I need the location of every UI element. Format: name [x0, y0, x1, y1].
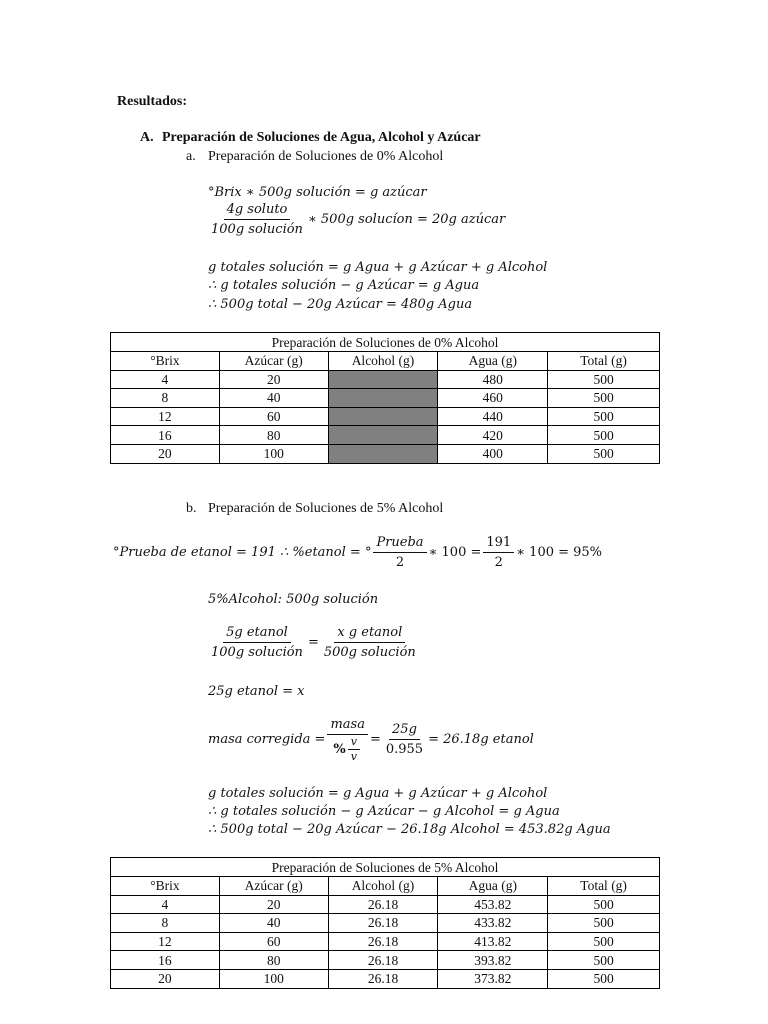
cell-total: 500	[548, 914, 660, 933]
cell-total: 500	[548, 389, 660, 408]
cell-total: 500	[548, 444, 660, 463]
cell-alcohol-empty	[328, 426, 438, 445]
table-row	[111, 389, 660, 408]
table-row	[111, 370, 660, 389]
cell-alcohol: 26.18	[328, 895, 438, 914]
section-a-title: Preparación de Soluciones de Agua, Alcohol y Azúcar	[162, 130, 481, 145]
fraction-masa	[327, 716, 368, 763]
cell-azucar: 80	[219, 951, 328, 970]
table-row	[111, 969, 660, 988]
equation-prueba-mid: ∗ 100 =	[428, 545, 482, 560]
cell-total: 500	[548, 969, 660, 988]
cell-total: 500	[548, 370, 660, 389]
equation-masa	[208, 716, 534, 763]
table-row	[111, 895, 660, 914]
fraction-numerator: 191	[483, 534, 514, 553]
equation-soluto	[206, 201, 505, 238]
sub-a-title: Preparación de Soluciones de 0% Alcohol	[208, 149, 444, 164]
fraction-denominator: 0.955	[385, 742, 424, 757]
table-row	[111, 914, 660, 933]
fraction-denominator: 500g solución	[323, 645, 416, 660]
header-alcohol: Alcohol (g)	[328, 352, 438, 371]
cell-brix: 8	[111, 914, 220, 933]
table-caption: Preparación de Soluciones de 0% Alcohol	[111, 333, 660, 352]
cell-azucar: 100	[219, 444, 328, 463]
cell-agua: 413.82	[438, 932, 548, 951]
equation-therefore-1: ∴ g totales solución − g Azúcar = g Agua	[208, 278, 480, 293]
cell-azucar: 100	[219, 969, 328, 988]
cell-azucar: 40	[219, 914, 328, 933]
header-agua: Agua (g)	[438, 352, 548, 371]
fraction-numerator: 25g	[389, 721, 420, 740]
cell-azucar: 40	[219, 389, 328, 408]
cell-brix: 20	[111, 444, 220, 463]
equation-brix: °Brix ∗ 500g solución = g azúcar	[208, 185, 427, 200]
equation-prueba-right: ∗ 100 = 95%	[516, 545, 603, 560]
fraction-25g	[383, 721, 426, 758]
percent-sign: %	[333, 742, 346, 757]
cell-brix: 8	[111, 389, 220, 408]
cell-alcohol: 26.18	[328, 969, 438, 988]
fraction-denominator: 100g solución	[211, 222, 303, 237]
table-row	[111, 444, 660, 463]
cell-alcohol-empty	[328, 407, 438, 426]
fraction-191	[483, 534, 514, 571]
cell-azucar: 60	[219, 932, 328, 951]
cell-agua: 393.82	[438, 951, 548, 970]
fraction-denominator: v	[350, 750, 357, 763]
results-heading: Resultados:	[117, 94, 188, 109]
section-a-marker: A.	[140, 130, 154, 145]
equation-ratio-equals: =	[307, 635, 319, 650]
cell-alcohol-empty	[328, 444, 438, 463]
cell-azucar: 20	[219, 370, 328, 389]
cell-azucar: 20	[219, 895, 328, 914]
table-header-row	[111, 352, 660, 371]
cell-brix: 12	[111, 407, 220, 426]
cell-agua: 453.82	[438, 895, 548, 914]
fraction-5g	[208, 624, 306, 661]
fraction-soluto	[208, 201, 306, 238]
equation-therefore-4: ∴ 500g total − 20g Azúcar − 26.18g Alcohol = 453.82g Agua	[208, 822, 611, 837]
equation-totales: g totales solución = g Agua + g Azúcar + g Alcohol	[208, 260, 548, 275]
cell-brix: 12	[111, 932, 220, 951]
cell-brix: 4	[111, 895, 220, 914]
fraction-numerator: v	[348, 736, 360, 750]
table-row	[111, 951, 660, 970]
fraction-prueba	[373, 534, 426, 571]
equation-x: 25g etanol = x	[208, 684, 305, 699]
header-brix: °Brix	[111, 877, 220, 896]
cell-agua: 433.82	[438, 914, 548, 933]
cell-brix: 4	[111, 370, 220, 389]
cell-total: 500	[548, 426, 660, 445]
cell-alcohol: 26.18	[328, 914, 438, 933]
equation-ratio	[206, 624, 421, 661]
header-brix: °Brix	[111, 352, 220, 371]
cell-brix: 16	[111, 426, 220, 445]
cell-total: 500	[548, 895, 660, 914]
cell-agua: 440	[438, 407, 548, 426]
cell-azucar: 60	[219, 407, 328, 426]
cell-brix: 16	[111, 951, 220, 970]
fraction-numerator: x g etanol	[334, 624, 405, 643]
cell-azucar: 80	[219, 426, 328, 445]
cell-agua: 420	[438, 426, 548, 445]
cell-agua: 400	[438, 444, 548, 463]
fraction-denominator: 2	[494, 555, 503, 570]
cell-agua: 480	[438, 370, 548, 389]
equation-therefore-3: ∴ g totales solución − g Azúcar − g Alcohol = g Agua	[208, 804, 560, 819]
header-azucar: Azúcar (g)	[219, 352, 328, 371]
fraction-numerator: 4g soluto	[224, 201, 291, 220]
header-total: Total (g)	[548, 352, 660, 371]
equation-prueba	[113, 534, 602, 571]
table-row	[111, 426, 660, 445]
equation-masa-equals: =	[369, 732, 381, 747]
header-agua: Agua (g)	[438, 877, 548, 896]
cell-alcohol-empty	[328, 389, 438, 408]
equation-masa-left: masa corregida =	[208, 732, 326, 747]
cell-agua: 460	[438, 389, 548, 408]
fraction-denominator: 100g solución	[211, 645, 303, 660]
fraction-denominator	[330, 735, 365, 763]
equation-5-alcohol: 5%Alcohol: 500g solución	[208, 592, 379, 607]
table-0-alcohol	[110, 332, 660, 464]
equation-therefore-2: ∴ 500g total − 20g Azúcar = 480g Agua	[208, 297, 473, 312]
sub-a-marker: a.	[186, 149, 196, 164]
equation-totales-b: g totales solución = g Agua + g Azúcar + g Alcohol	[208, 786, 548, 801]
header-alcohol: Alcohol (g)	[328, 877, 438, 896]
equation-masa-right: = 26.18g etanol	[428, 732, 534, 747]
sub-b-title: Preparación de Soluciones de 5% Alcohol	[208, 501, 444, 516]
equation-soluto-rest: ∗ 500g solucíon = 20g azúcar	[307, 212, 506, 227]
fraction-v-over-v	[348, 736, 360, 763]
cell-alcohol-empty	[328, 370, 438, 389]
fraction-numerator: masa	[327, 716, 368, 735]
fraction-numerator: 5g etanol	[223, 624, 291, 643]
fraction-numerator: Prueba	[373, 534, 426, 553]
equation-prueba-left: °Prueba de etanol = 191 ∴ %etanol = °	[113, 545, 372, 560]
cell-alcohol: 26.18	[328, 951, 438, 970]
sub-b-marker: b.	[186, 501, 197, 516]
cell-agua: 373.82	[438, 969, 548, 988]
cell-total: 500	[548, 407, 660, 426]
fraction-x	[321, 624, 419, 661]
header-total: Total (g)	[548, 877, 660, 896]
table-row	[111, 932, 660, 951]
fraction-denominator: 2	[395, 555, 405, 570]
cell-alcohol: 26.18	[328, 932, 438, 951]
table-5-alcohol	[110, 857, 660, 989]
cell-total: 500	[548, 951, 660, 970]
cell-brix: 20	[111, 969, 220, 988]
table-row	[111, 407, 660, 426]
table-caption: Preparación de Soluciones de 5% Alcohol	[111, 858, 660, 877]
table-header-row	[111, 877, 660, 896]
cell-total: 500	[548, 932, 660, 951]
header-azucar: Azúcar (g)	[219, 877, 328, 896]
